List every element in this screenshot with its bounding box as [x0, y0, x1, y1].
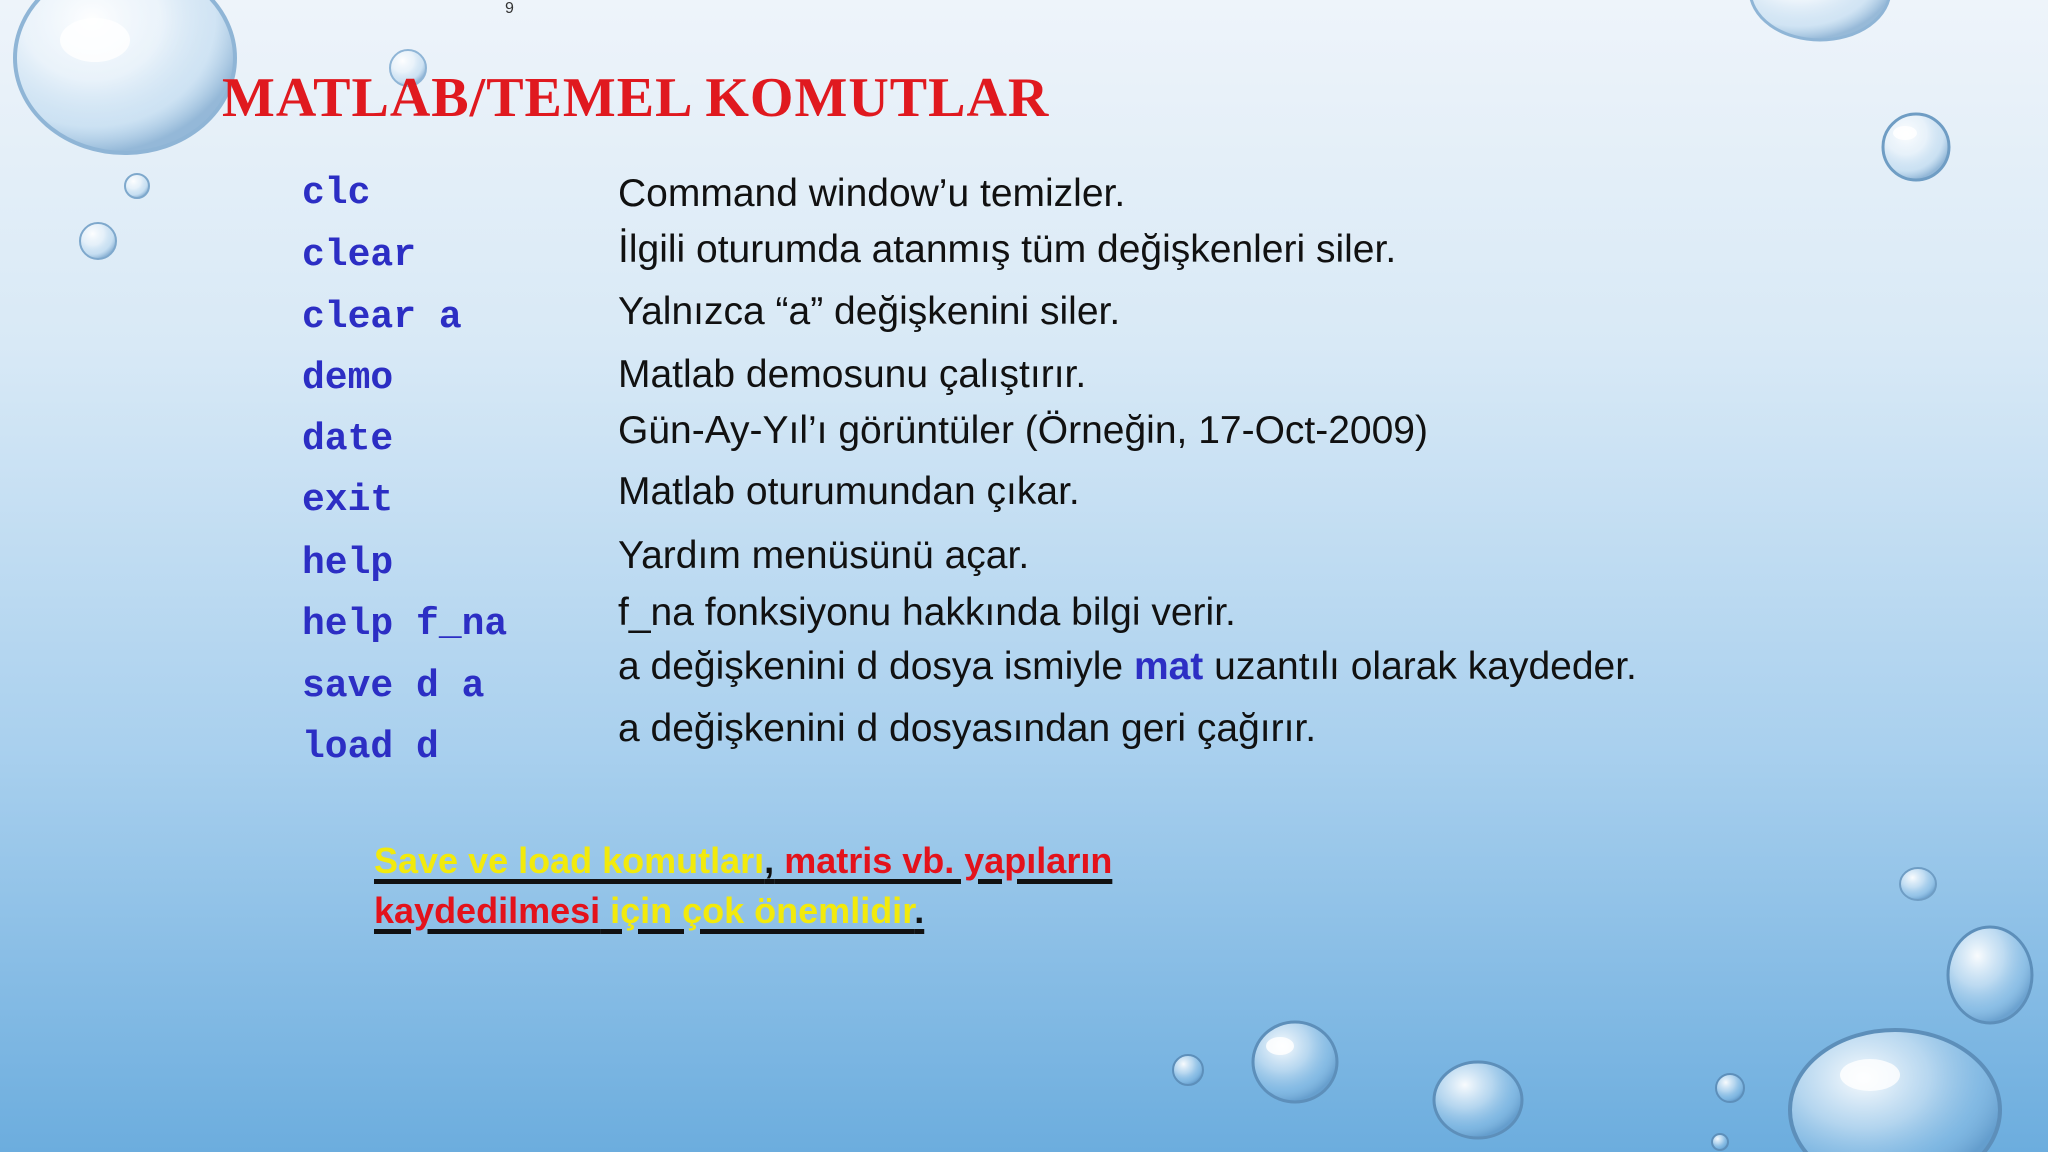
description-help-f-na: f_na fonksiyonu hakkında bilgi verir. [618, 591, 1236, 634]
drop-left-small-2 [80, 223, 116, 259]
description-load-d: a değişkenini d dosyasından geri çağırır. [618, 707, 1317, 750]
command-help: help [302, 542, 394, 585]
description-exit: Matlab oturumundan çıkar. [618, 470, 1080, 513]
command-date: date [302, 418, 394, 461]
description-save-d-a [618, 645, 1637, 689]
description-clear-a: Yalnızca “a” değişkenini siler. [618, 290, 1121, 333]
description-clear: İlgili oturumda atanmış tüm değişkenleri siler. [618, 228, 1397, 271]
page-number: 9 [505, 0, 514, 17]
command-help-f-na: help f_na [302, 603, 508, 646]
command-exit: exit [302, 479, 394, 522]
command-clear-a: clear a [302, 296, 462, 339]
drop-bottom-2 [1253, 1022, 1337, 1102]
note-part-3: matris vb. yapıların [774, 840, 1113, 881]
command-save-d-a: save d a [302, 665, 485, 708]
note-paragraph [374, 836, 1274, 936]
description-clc: Command window’u temizler. [618, 172, 1126, 215]
note-part-5: için çok önemlidir [600, 890, 915, 931]
drop-right-3 [1948, 927, 2032, 1023]
drop-right-1 [1883, 114, 1949, 180]
drop-bottom-3 [1434, 1062, 1522, 1138]
description-help: Yardım menüsünü açar. [618, 534, 1030, 577]
description-demo: Matlab demosunu çalıştırır. [618, 353, 1087, 396]
note-part-1: Save ve load komutları [374, 840, 765, 881]
note-part-6: . [914, 890, 925, 931]
drop-bottom-right [1790, 1030, 2000, 1152]
drop-left-small-1 [125, 174, 149, 198]
drop-bottom-1 [1173, 1055, 1203, 1085]
command-demo: demo [302, 357, 394, 400]
description-save-text-1: a değişkenini d dosya ismiyle [618, 645, 1134, 688]
drop-right-2 [1900, 868, 1936, 900]
command-load-d: load d [302, 726, 439, 769]
note-part-2: , [764, 840, 775, 881]
drop-top-left [15, 0, 235, 153]
command-clc: clc [302, 172, 371, 215]
slide-title: MATLAB/TEMEL KOMUTLAR [222, 67, 1050, 129]
drop-bottom-4 [1712, 1074, 1744, 1150]
description-date: Gün-Ay-Yıl’ı görüntüler (Örneğin, 17-Oct-2009) [618, 409, 1428, 452]
description-save-text-2: uzantılı olarak kaydeder. [1203, 645, 1637, 688]
note-part-4: kaydedilmesi [374, 890, 601, 931]
mat-highlight: mat [1133, 645, 1204, 688]
drop-top-right [1750, 0, 1890, 40]
command-clear: clear [302, 234, 417, 277]
